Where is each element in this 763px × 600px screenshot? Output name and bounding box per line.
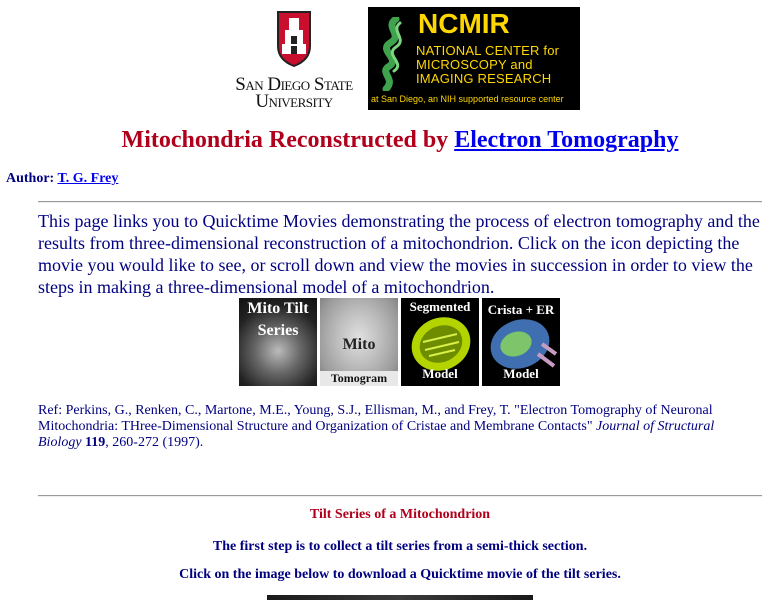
- thumbnail-label-line2: Model: [422, 366, 458, 381]
- ncmir-logo[interactable]: [368, 7, 580, 110]
- tilt-series-movie-image[interactable]: [267, 595, 533, 600]
- journal-name: Journal of Structural Biology: [38, 419, 715, 450]
- mitochondrion-model-icon: [405, 312, 475, 374]
- page-title: [0, 125, 763, 155]
- page-title-prefix: Mitochondria Reconstructed by: [121, 127, 455, 153]
- ncmir-line-2: MICROSCOPY and: [416, 57, 533, 72]
- section-title: Tilt Series of a Mitochondrion: [309, 507, 491, 522]
- divider-top: [38, 201, 762, 203]
- ncmir-line-3: IMAGING RESEARCH: [416, 71, 552, 86]
- author-label: Author:: [6, 171, 58, 186]
- thumbnail-label-line2: Series: [257, 322, 299, 339]
- divider-middle: [38, 495, 762, 497]
- download-instruction: Click on the image below to download a Quicktime movie of the tilt series.: [179, 567, 621, 582]
- segmented-model-thumbnail[interactable]: [401, 298, 479, 386]
- ncmir-line-1: NATIONAL CENTER for: [416, 43, 560, 58]
- thumbnail-label-line1: Segmented: [409, 299, 471, 314]
- dna-strand-icon: [374, 17, 414, 91]
- tomogram-thumbnail[interactable]: [320, 298, 398, 386]
- journal-volume: 119: [85, 435, 106, 450]
- ncmir-tagline: at San Diego, an NIH supported resource center: [371, 94, 564, 104]
- author-row: [6, 171, 118, 187]
- thumbnail-label-line2: Model: [503, 366, 539, 381]
- crista-model-icon: [486, 314, 558, 374]
- sdsu-name-line1: San Diego State: [235, 74, 353, 95]
- tilt-series-thumbnail[interactable]: [239, 298, 317, 386]
- electron-tomography-link[interactable]: Electron Tomography: [454, 127, 679, 153]
- thumbnail-label-line2: Tomogram: [320, 371, 398, 386]
- ncmir-title: NCMIR: [418, 8, 510, 39]
- intro-paragraph: This page links you to Quicktime Movies demonstrating the process of electron tomography and the results from three-dimensional reconstruction of a mitochondrion. Click on the icon depicting the movie you would like to see, or scroll down and view the movies in succession in order to view the steps in making a three-dimensional model of a mitochondrion.: [38, 211, 760, 297]
- thumbnail-label-line1: Mito Tilt: [247, 300, 309, 317]
- sdsu-shield-icon: [276, 10, 312, 68]
- reference-text: Ref: Perkins, G., Renken, C., Martone, M.E., Young, S.J., Ellisman, M., and Frey, T. "Electron Tomography of Neuronal Mitochondria: THree-Dimensional Structure and Organization of Cristae and Membrane Contacts": [38, 403, 713, 434]
- thumbnail-label-line1: Mito: [342, 336, 376, 353]
- crista-er-model-thumbnail[interactable]: [482, 298, 560, 386]
- reference-citation: [38, 403, 728, 451]
- step-description: The first step is to collect a tilt series from a semi-thick section.: [212, 539, 588, 554]
- sdsu-name-line2: University: [255, 91, 333, 112]
- reference-pages: , 260-272 (1997).: [105, 435, 204, 450]
- author-link[interactable]: T. G. Frey: [57, 171, 119, 186]
- thumbnail-label-line1: Crista + ER: [487, 302, 555, 317]
- sdsu-logo: [222, 8, 366, 110]
